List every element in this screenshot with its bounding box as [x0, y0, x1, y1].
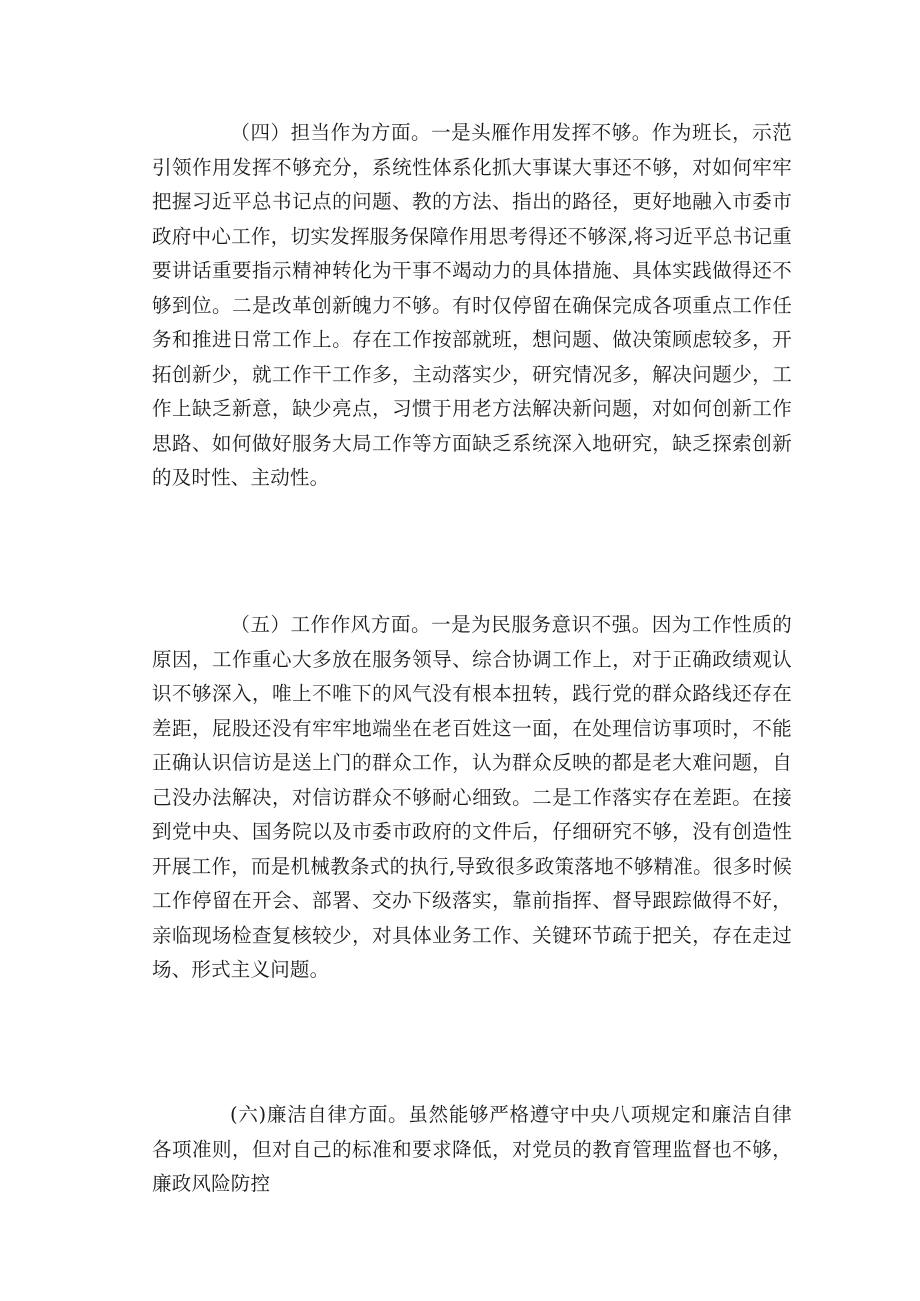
- paragraph-section-4: [152, 116, 792, 496]
- paragraph-text: （五）工作作风方面。一是为民服务意识不强。因为工作性质的原因，工作重心大多放在服务领导、综合协调工作上，对于正确政绩观认识不够深入，唯上不唯下的风气没有根本扭转，践行党的群众路线还存在差距，屁股还没有牢牢地端坐在老百姓这一面，在处理信访事项时，不能正确认识信访是送上门的群众工作，认为群众反映的都是老大难问题，自己没办法解决，对信访群众不够耐心细致。二是工作落实存在差距。在接到党中央、国务院以及市委市政府的文件后，仔细研究不够，没有创造性开展工作，而是机械教条式的执行,导致很多政策落地不够精准。很多时候工作停留在开会、部署、交办下级落实，靠前指挥、督导跟踪做得不好，亲临现场检查复核较少，对具体业务工作、关键环节疏于把关，存在走过场、形式主义问题。: [152, 613, 792, 981]
- paragraph-text: （四）担当作为方面。一是头雁作用发挥不够。作为班长，示范引领作用发挥不够充分，系统性体系化抓大事谋大事还不够，对如何牢牢把握习近平总书记点的问题、教的方法、指出的路径，更好地融入市委市政府中心工作，切实发挥服务保障作用思考得还不够深,将习近平总书记重要讲话重要指示精神转化为干事不竭动力的具体措施、具体实践做得还不够到位。二是改革创新魄力不够。有时仅停留在确保完成各项重点工作任务和推进日常工作上。存在工作按部就班，想问题、做决策顾虑较多，开拓创新少，就工作干工作多，主动落实少，研究情况多，解决问题少，工作上缺乏新意，缺少亮点，习惯于用老方法解决新问题，对如何创新工作思路、如何做好服务大局工作等方面缺乏系统深入地研究，缺乏探索创新的及时性、主动性。: [152, 121, 792, 489]
- paragraph-section-6: [152, 1098, 792, 1202]
- paragraph-text: (六)廉洁自律方面。虽然能够严格遵守中央八项规定和廉洁自律各项准则，但对自己的标准和要求降低，对党员的教育管理监督也不够，廉政风险防控: [152, 1103, 793, 1195]
- paragraph-section-5: [152, 608, 792, 988]
